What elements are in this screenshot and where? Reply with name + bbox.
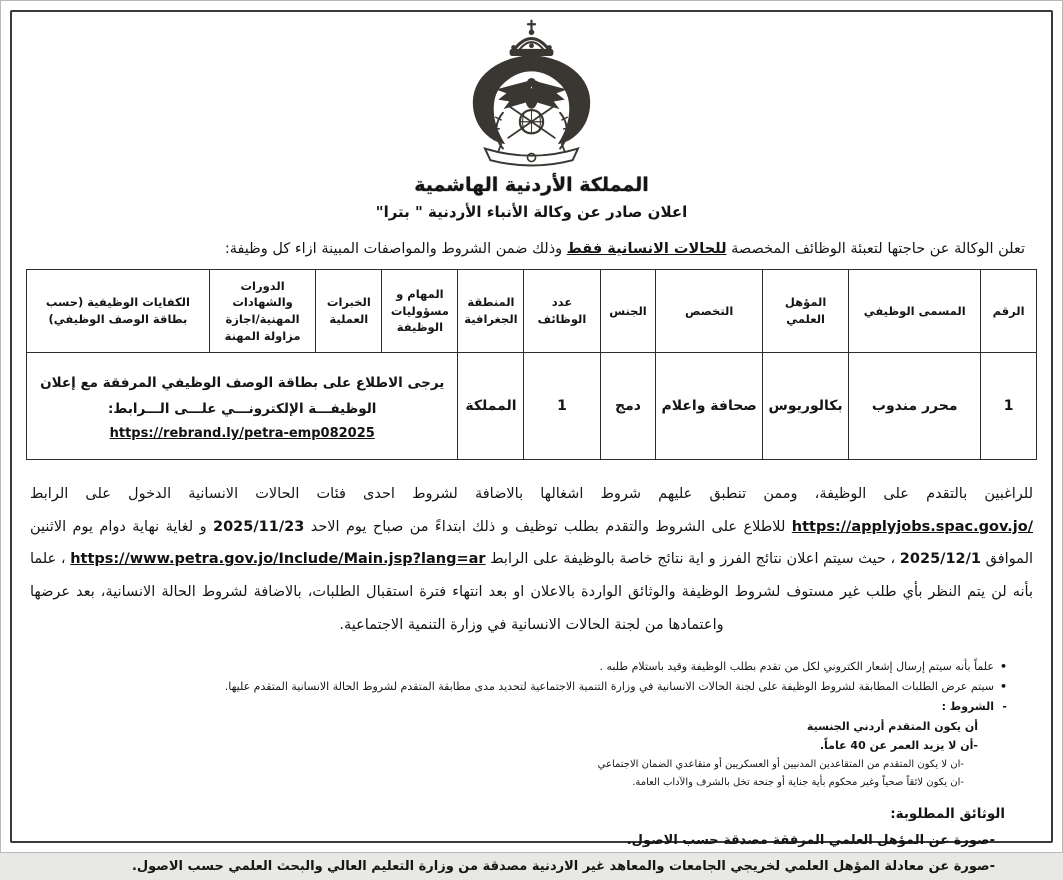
cell-job-title: محرر مندوب (849, 353, 981, 460)
cell-qualification: بكالوريوس (762, 353, 848, 460)
col-header-region: المنطقة الجغرافية (458, 270, 524, 353)
condition-item (66, 736, 1007, 756)
cell-specialization: صحافة واعلام (656, 353, 763, 460)
document-item: -صورة عن معادلة المؤهل العلمي لخريجي الجامعات والمعاهد غير الاردنية مصدقة من وزارة التعليم العالي والبحث العلمي حسب الاصول. (131, 858, 995, 874)
table-row (27, 353, 1037, 460)
petra-results-link[interactable]: https://www.petra.gov.jo/Include/Main.jsp?lang=ar (70, 551, 486, 568)
note-text: علماً بأنه سيتم إرسال إشعار الكتروني لكل من تقدم بطلب الوظيفة وقيد باستلام طلبه . (599, 660, 994, 674)
note-text: -أن لا يزيد العمر عن 40 عاماً. (819, 739, 978, 753)
condition-item (66, 774, 1007, 792)
emblem-container (26, 18, 1037, 174)
jordan-coat-of-arms-icon (439, 18, 624, 170)
note-item (66, 677, 1007, 697)
col-header-experience: الخبرات العملية (316, 270, 382, 353)
body-text-3: و لغاية نهاية دوام يوم الاثنين الموافق (30, 518, 1034, 568)
application-instructions-paragraph (26, 478, 1037, 641)
note-text: أن يكون المتقدم أردني الجنسية (806, 719, 978, 733)
col-header-gender: الجنس (600, 270, 656, 353)
announcement-title: اعلان صادر عن وكالة الأنباء الأردنية " بترا" (375, 203, 688, 221)
document-frame (10, 10, 1053, 874)
col-header-positions: عدد الوظائف (524, 270, 600, 353)
documents-heading: الوثائق المطلوبة: (890, 806, 1005, 823)
col-header-number: الرقم (981, 270, 1037, 353)
apply-portal-link[interactable]: https://applyjobs.spac.gov.jo/ (791, 518, 1034, 535)
intro-pre: تعلن الوكالة عن حاجتها لتعبئة الوظائف المخصصة (726, 241, 1025, 257)
note-line1: يرجى الاطلاع على بطاقة الوصف الوظيفي المرفقة مع إعلان (40, 375, 445, 392)
notes-list (26, 657, 1037, 792)
note-text: -ان يكون لائقاً صحياً وغير محكوم بأية جناية أو جنحة تخل بالشرف والآداب العامة. (632, 777, 964, 789)
intro-bold-phrase: للحالات الانسانية فقط (566, 241, 727, 257)
intro-post: وذلك ضمن الشروط والمواصفات المبينة ازاء كل وظيفة: (224, 241, 567, 257)
note-text: سيتم عرض الطلبات المطابقة لشروط الوظيفة على لجنة الحالات الانسانية في وزارة التنمية الاجتماعية لتحديد مدى مطابقة المتقدم لشروط الحالة الانسانية المتقدم عليها. (224, 679, 994, 693)
dash-icon: - (1002, 699, 1007, 713)
job-card-link[interactable]: https://rebrand.ly/petra-emp082025 (109, 425, 375, 441)
start-date: 2025/11/23 (213, 518, 305, 535)
condition-item (66, 756, 1007, 774)
col-header-qualification: المؤهل العلمي (762, 270, 848, 353)
bullet-icon: • (999, 679, 1007, 693)
col-header-job-title: المسمى الوظيفي (849, 270, 981, 353)
intro-sentence (26, 241, 1037, 257)
bullet-icon: • (999, 660, 1007, 674)
cell-gender: دمج (600, 353, 656, 460)
jobs-table (26, 269, 1037, 460)
body-text-2: للاطلاع على الشروط والتقدم بطلب توظيف و ذلك ابتداءً من صباح يوم الاحد (310, 518, 786, 535)
body-text-4: ، حيث سيتم اعلان نتائج الفرز و اية نتائج خاصة بالوظيفة على الرابط (490, 551, 896, 568)
condition-item (66, 717, 1007, 737)
cell-description-note (27, 353, 458, 460)
body-text-5: ، علما بأنه لن يتم النظر بأي طلب غير مستوف لشروط الوظيفة والوثائق الواردة بالاعلان او بعد انتهاء فترة استقبال الطلبات، بالاضافة لشروط الحالة الانسانية، بعد عرضها واعتمادها من لجنة الحالات الانسانية في وزارة التنمية الاجتماعية. (30, 551, 1033, 633)
note-line2: الوظيفـــة الإلكترونـــي علـــى الـــرابط: (108, 401, 377, 417)
required-documents-section (26, 802, 1037, 880)
col-header-courses: الدورات والشهادات المهنية/اجازة مزاولة المهنة (209, 270, 316, 353)
document-item: -صورة عن المؤهل العلمي المرفقة مصدقة حسب الاصول. (626, 832, 995, 848)
conditions-heading (66, 697, 1007, 717)
note-item (66, 657, 1007, 677)
end-date: 2025/12/1 (899, 551, 982, 568)
cell-region: المملكة (458, 353, 524, 460)
body-text-1: للراغبين بالتقدم على الوظيفة، وممن تنطبق عليهم شروط اشغالها بالاضافة لشروط احدى فئات الحالات الانسانية الدخول على الرابط (30, 486, 1033, 502)
col-header-competencies: الكفايات الوظيفية (حسب بطاقة الوصف الوظيفي) (27, 270, 210, 353)
table-header-row (27, 270, 1037, 353)
cell-positions: 1 (524, 353, 600, 460)
note-text: -ان لا يكون المتقدم من المتقاعدين المدنيين أو العسكريين أو متقاعدي الضمان الاجتماعي (597, 759, 964, 771)
col-header-specialization: التخصص (656, 270, 763, 353)
kingdom-name-calligraphy: المملكة الأردنية الهاشمية (414, 174, 649, 196)
note-text: الشروط : (941, 699, 994, 713)
cell-number: 1 (981, 353, 1037, 460)
col-header-tasks: المهام و مسؤوليات الوظيفة (382, 270, 458, 353)
